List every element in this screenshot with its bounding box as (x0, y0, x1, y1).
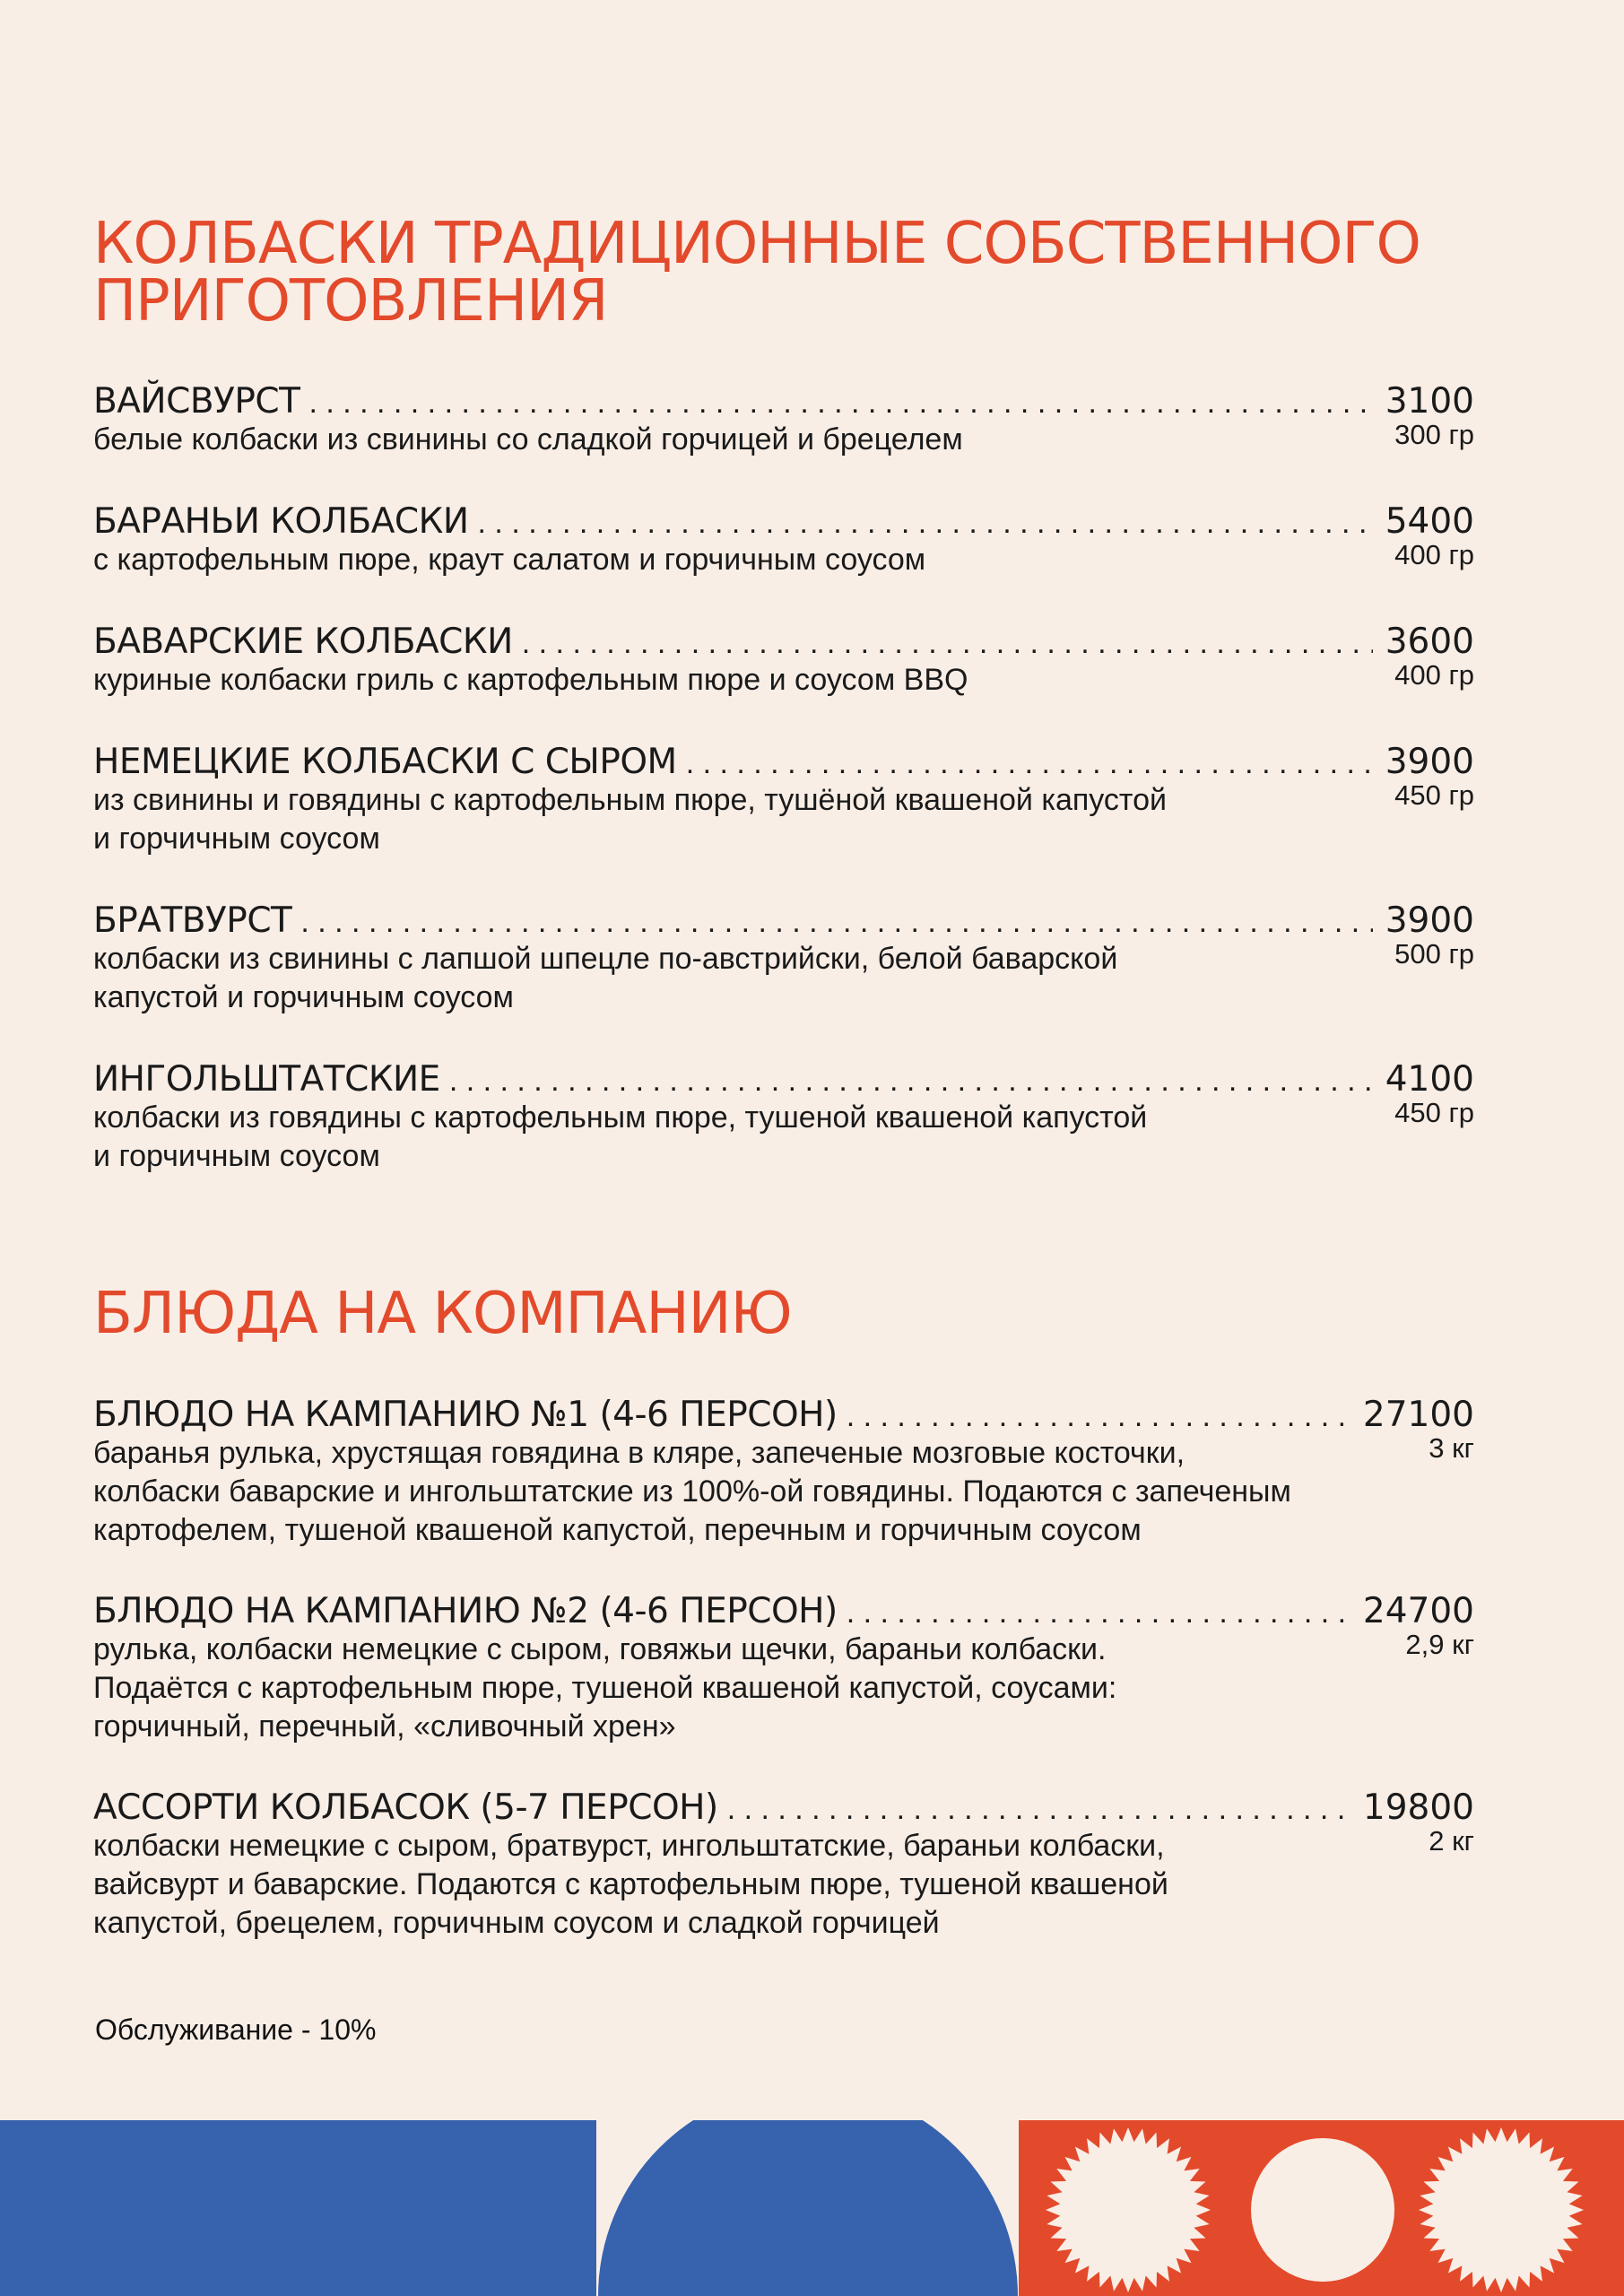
leader-dots (522, 626, 1373, 661)
leader-dots (449, 1064, 1373, 1099)
leader-dots (847, 1596, 1350, 1631)
item-name: БЛЮДО НА КАМПАНИЮ №2 (4-6 ПЕРСОН) (93, 1591, 838, 1631)
service-charge-note: Обслуживание - 10% (95, 2013, 377, 2046)
item-description: баранья рулька, хрустящая говядина в кляре, запеченые мозговые косточки, колбаски баварские и ингольштатские из 100%-ой говядины. Подаются с запеченым картофелем, тушеной квашеной капустой, перечным и горчичным соусом (93, 1436, 1291, 1547)
item-weight: 450 гр (1394, 779, 1474, 811)
item-name: БАРАНЬИ КОЛБАСКИ (93, 501, 469, 542)
orange-block (1019, 2120, 1624, 2296)
item-price: 3900 (1385, 742, 1474, 782)
leader-dots (847, 1399, 1350, 1434)
item-name: БАВАРСКИЕ КОЛБАСКИ (93, 622, 513, 662)
leader-dots (308, 386, 1372, 421)
item-price: 19800 (1362, 1787, 1474, 1828)
sausages-list (93, 381, 1474, 1218)
item-price: 3100 (1385, 381, 1474, 422)
leader-dots (686, 746, 1373, 781)
item-price: 3600 (1385, 622, 1474, 662)
item-description: колбаски из свинины с лапшой шпецле по-австрийски, белой баварской капустой и горчичным соусом (93, 942, 1118, 1014)
item-weight: 400 гр (1394, 539, 1474, 570)
leader-dots (300, 905, 1372, 940)
item-name: БРАТВУРСТ (93, 900, 292, 941)
leader-dots (478, 506, 1373, 541)
circle-icon-center (1251, 2138, 1394, 2282)
item-weight: 2,9 кг (1405, 1629, 1474, 1660)
item-weight: 500 гр (1394, 938, 1474, 970)
item-name: НЕМЕЦКИЕ КОЛБАСКИ С СЫРОМ (93, 742, 677, 782)
menu-item (93, 742, 1474, 900)
section-title-sausages: КОЛБАСКИ ТРАДИЦИОННЫЕ СОБСТВЕННОГО ПРИГОТОВЛЕНИЯ (93, 211, 1420, 335)
menu-item (93, 1591, 1474, 1787)
item-price: 27100 (1362, 1395, 1474, 1435)
starburst-icon-right (1419, 2127, 1584, 2292)
section-title-group-dishes: БЛЮДА НА КОМПАНИЮ (93, 1281, 792, 1347)
item-description: с картофельным пюре, краут салатом и горчичным соусом (93, 543, 926, 577)
item-description: белые колбаски из свинины со сладкой горчицей и брецелем (93, 422, 963, 457)
item-description: рулька, колбаски немецкие с сыром, говяжьи щечки, бараньи колбаски. Подаётся с картофельным пюре, тушеной квашеной капустой, соусами: горчичный, перечный, «сливочный хрен» (93, 1632, 1117, 1744)
item-weight: 450 гр (1394, 1097, 1474, 1128)
item-weight: 3 кг (1429, 1432, 1474, 1464)
menu-item (93, 1787, 1474, 1984)
menu-item (93, 1395, 1474, 1591)
menu-item (93, 501, 1474, 622)
item-name: ИНГОЛЬШТАТСКИЕ (93, 1059, 440, 1100)
blue-half-circle (598, 2120, 1018, 2296)
menu-item (93, 381, 1474, 501)
item-description: из свинины и говядины с картофельным пюре, тушёной квашеной капустой и горчичным соусом (93, 783, 1167, 856)
item-weight: 300 гр (1394, 419, 1474, 450)
item-description: куриные колбаски гриль с картофельным пюре и соусом BBQ (93, 663, 968, 697)
menu-item (93, 1059, 1474, 1218)
item-description: колбаски из говядины с картофельным пюре, тушеной квашеной капустой и горчичным соусом (93, 1100, 1148, 1173)
item-weight: 2 кг (1429, 1825, 1474, 1857)
menu-item (93, 622, 1474, 742)
item-description: колбаски немецкие с сыром, братвурст, ингольштатские, бараньи колбаски, вайсвурт и баварские. Подаются с картофельным пюре, тушеной квашеной капустой, брецелем, горчичным соусом и сладкой горчицей (93, 1829, 1168, 1940)
item-price: 24700 (1362, 1591, 1474, 1631)
decorative-footer (0, 2120, 1624, 2296)
menu-item (93, 900, 1474, 1059)
leader-dots (727, 1792, 1350, 1827)
blue-block (0, 2120, 596, 2296)
item-price: 3900 (1385, 900, 1474, 941)
starburst-icon-left (1046, 2127, 1211, 2292)
item-name: ВАЙСВУРСТ (93, 381, 300, 422)
item-weight: 400 гр (1394, 659, 1474, 691)
sun-shapes (1019, 2120, 1624, 2296)
item-price: 5400 (1385, 501, 1474, 542)
item-name: БЛЮДО НА КАМПАНИЮ №1 (4-6 ПЕРСОН) (93, 1395, 838, 1435)
item-price: 4100 (1385, 1059, 1474, 1100)
item-name: АССОРТИ КОЛБАСОК (5-7 ПЕРСОН) (93, 1787, 718, 1828)
group-dishes-list (93, 1395, 1474, 1984)
